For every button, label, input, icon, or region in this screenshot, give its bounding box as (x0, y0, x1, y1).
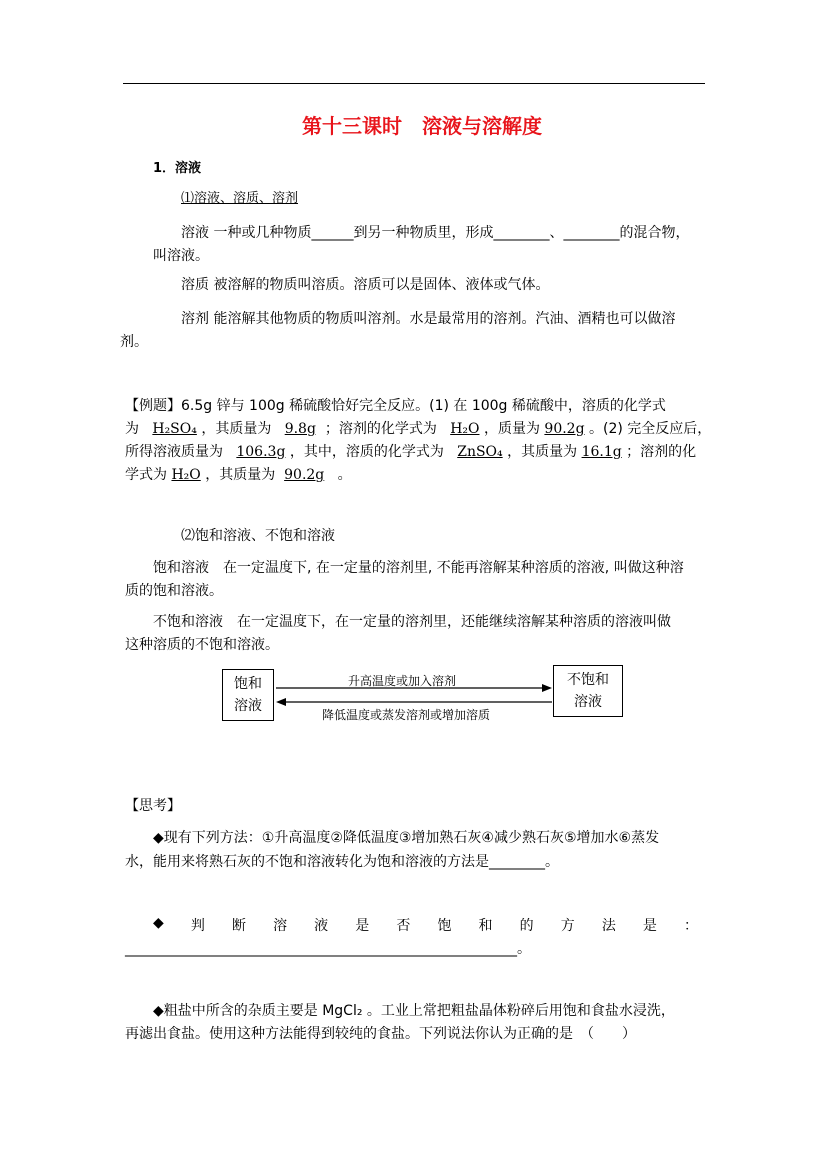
saturated-solution-box (222, 669, 274, 721)
example-text: ，其质量为 (205, 467, 276, 483)
arrow-bottom-label: 降低温度或蒸发溶剂或增加溶质 (322, 708, 491, 722)
q2-char: 方 (560, 918, 575, 934)
subsection-heading-1: ⑴溶液、溶质、溶剂 (181, 191, 299, 206)
q2-char: 饱 (437, 918, 452, 934)
definition-solution-text: 一种或几种物质______到另一种物质里，形成________、________的混合物， (213, 225, 690, 241)
question2-line2: ________________________________________________________。 (125, 941, 531, 957)
example-line1: 【例题】6.5g 锌与 100g 稀硫酸恰好完全反应。(1) 在 100g 稀硫酸中，溶质的化学式 (125, 398, 666, 414)
q2-char: 的 (519, 918, 534, 934)
q2-char: 判 (190, 918, 205, 934)
saturated-def-line1: 饱和溶液 在一定温度下, 在一定量的溶剂里, 不能再溶解某种溶质的溶液, 叫做这种溶 (153, 560, 684, 576)
subsection-heading-2: ⑵饱和溶液、不饱和溶液 (181, 528, 335, 544)
definition-solvent-line2: 剂。 (120, 334, 148, 350)
unsaturated-solution-box (553, 665, 623, 717)
example-text: 学式为 (125, 467, 167, 483)
saturated-def-line2: 质的饱和溶液。 (125, 583, 223, 599)
answer-blank: H₂O (450, 421, 480, 437)
example-line3 (125, 441, 696, 461)
arrow-top-label: 升高温度或加入溶剂 (348, 674, 457, 688)
q2-char: 否 (396, 918, 411, 934)
q2-char: 是 (642, 918, 657, 934)
definition-solvent-line1: 溶剂 能溶解其他物质的物质叫溶剂。水是最常用的溶剂。汽油、酒精也可以做溶 (181, 311, 676, 327)
example-text: ；溶剂的化学式为 (324, 421, 437, 437)
example-line2 (125, 418, 711, 438)
example-line4 (125, 464, 352, 484)
example-text: ，其中，溶质的化学式为 (289, 444, 444, 460)
unsaturated-def-line1: 不饱和溶液 在一定温度下，在一定量的溶剂里，还能继续溶解某种溶质的溶液叫做 (153, 614, 671, 630)
question1-line1: ◆现有下列方法：①升高温度②降低温度③增加熟石灰④减少熟石灰⑤增加水⑥蒸发 (153, 830, 660, 846)
box-label: 溶液 (574, 694, 602, 710)
q2-char: ： (684, 918, 698, 934)
header-rule (123, 83, 705, 84)
box-label: 不饱和 (567, 672, 609, 688)
q2-char: 法 (601, 918, 616, 934)
example-text: 。 (337, 467, 352, 483)
answer-blank: 16.1g (581, 444, 622, 460)
example-text: 。(2) 完全反应后， (589, 421, 712, 437)
answer-blank: 90.2g (544, 421, 585, 437)
answer-blank: 9.8g (284, 421, 316, 437)
box-label: 溶液 (234, 698, 262, 714)
example-text: ，其质量为 (201, 421, 272, 437)
question2-line1 (153, 915, 698, 935)
example-text: 所得溶液质量为 (125, 444, 223, 460)
question1-line2: 水，能用来将熟石灰的不饱和溶液转化为饱和溶液的方法是________。 (125, 854, 559, 870)
answer-blank: ZnSO₄ (457, 444, 503, 460)
example-text: ，其质量为 (507, 444, 578, 460)
example-text: ；溶剂的化 (626, 444, 697, 460)
arrow-forward-head (542, 684, 552, 692)
box-label: 饱和 (234, 676, 262, 692)
page-title: 第十三课时 溶液与溶解度 (302, 114, 542, 138)
question3-line2: 再滤出食盐。使用这种方法能得到较纯的食盐。下列说法你认为正确的是 （ ） (125, 1026, 636, 1042)
definition-solute: 溶质 被溶解的物质叫溶质。溶质可以是固体、液体或气体。 (181, 277, 550, 293)
q2-char: 断 (231, 918, 246, 934)
question3-line1: ◆粗盐中所含的杂质主要是 MgCl₂ 。工业上常把粗盐晶体粉碎后用饱和食盐水浸洗， (153, 1003, 675, 1019)
unsaturated-def-line2: 这种溶质的不饱和溶液。 (125, 637, 279, 653)
answer-blank: H₂SO₄ (152, 421, 197, 437)
q2-char: 液 (314, 918, 329, 934)
section-heading-solution: 1．溶液 (153, 161, 202, 176)
answer-blank: H₂O (171, 467, 201, 483)
definition-solution-line1 (181, 222, 689, 242)
example-text: 为 (125, 421, 139, 437)
answer-blank: 90.2g (284, 467, 325, 483)
q2-char: 溶 (273, 918, 288, 934)
definition-solution-line2: 叫溶液。 (153, 248, 209, 264)
q2-char: ◆ (153, 915, 164, 931)
arrow-backward-head (276, 698, 286, 706)
answer-blank: 106.3g (236, 444, 286, 460)
think-heading: 【思考】 (125, 798, 181, 814)
term-solution: 溶液 (181, 225, 209, 241)
q2-char: 是 (355, 918, 370, 934)
q2-char: 和 (478, 918, 493, 934)
example-text: ，质量为 (483, 421, 540, 437)
